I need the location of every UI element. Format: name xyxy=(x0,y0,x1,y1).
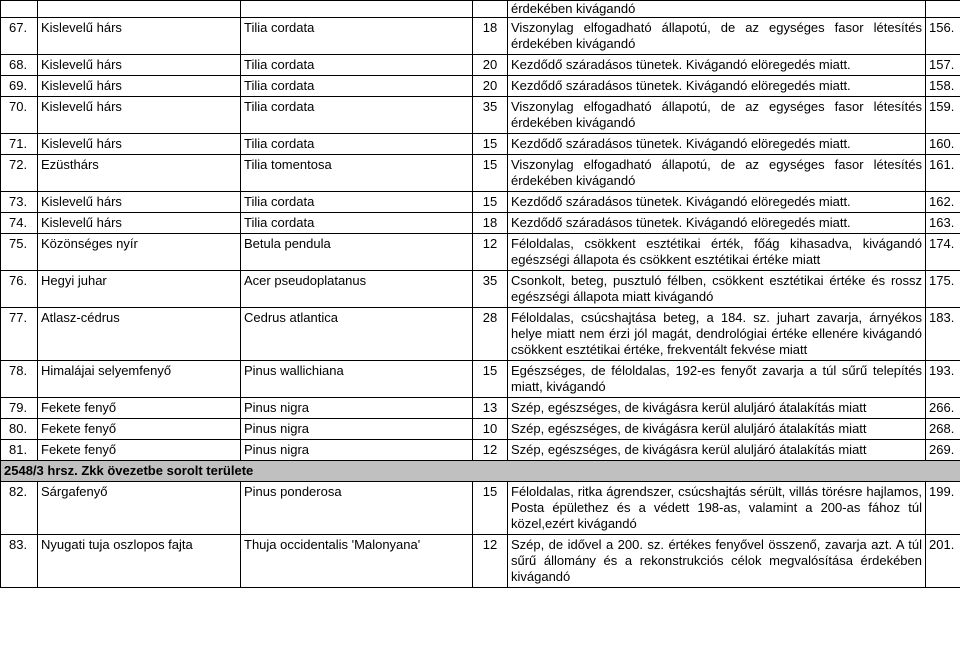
row-number: 68. xyxy=(1,55,38,76)
row-number: 76. xyxy=(1,271,38,308)
description-cell: Viszonylag elfogadható állapotú, de az egységes fasor létesítés érdekében kivágandó xyxy=(508,155,926,192)
section-header: 2548/3 hrsz. Zkk övezetbe sorolt területe xyxy=(1,461,960,482)
trunk-size: 18 xyxy=(473,18,508,55)
latin-name: Tilia cordata xyxy=(241,97,473,134)
latin-name: Tilia cordata xyxy=(241,76,473,97)
description-cell: Kezdődő száradásos tünetek. Kivágandó elöregedés miatt. xyxy=(508,213,926,234)
latin-name: Betula pendula xyxy=(241,234,473,271)
common-name: Kislevelű hárs xyxy=(38,192,241,213)
description-cell: Egészséges, de féloldalas, 192-es fenyőt zavarja a túl sűrű telepítés miatt, kivágandó xyxy=(508,361,926,398)
common-name: Nyugati tuja oszlopos fajta xyxy=(38,535,241,588)
description-cell: Féloldalas, csökkent esztétikai érték, főág kihasadva, kivágandó egészségi állapota és csökkent esztétikai értéke miatt xyxy=(508,234,926,271)
trunk-size: 12 xyxy=(473,440,508,461)
common-name: Hegyi juhar xyxy=(38,271,241,308)
description-cell: Szép, egészséges, de kivágásra kerül aluljáró átalakítás miatt xyxy=(508,398,926,419)
latin-name: Tilia tomentosa xyxy=(241,155,473,192)
latin-name: Tilia cordata xyxy=(241,134,473,155)
common-name: Kislevelű hárs xyxy=(38,134,241,155)
trunk-size: 13 xyxy=(473,398,508,419)
latin-name: Tilia cordata xyxy=(241,213,473,234)
latin-name: Tilia cordata xyxy=(241,192,473,213)
row-number: 67. xyxy=(1,18,38,55)
description-cell: Kezdődő száradásos tünetek. Kivágandó elöregedés miatt. xyxy=(508,76,926,97)
latin-name: Pinus nigra xyxy=(241,440,473,461)
row-number: 73. xyxy=(1,192,38,213)
table-row-fragment xyxy=(1,1,960,18)
description-cell: Szép, egészséges, de kivágásra kerül aluljáró átalakítás miatt xyxy=(508,440,926,461)
row-number: 82. xyxy=(1,482,38,535)
latin-name: Tilia cordata xyxy=(241,55,473,76)
common-name: Fekete fenyő xyxy=(38,419,241,440)
row-number: 74. xyxy=(1,213,38,234)
row-number: 72. xyxy=(1,155,38,192)
trunk-size: 18 xyxy=(473,213,508,234)
latin-name: Pinus nigra xyxy=(241,419,473,440)
description-cell: Féloldalas, ritka ágrendszer, csúcshajtás sérült, villás törésre hajlamos, Posta épülethez és a védett 198-as, valamint a 200-as fához túl közel,ezért kivágandó xyxy=(508,482,926,535)
row-number: 78. xyxy=(1,361,38,398)
description-cell: Viszonylag elfogadható állapotú, de az egységes fasor létesítés érdekében kivágandó xyxy=(508,97,926,134)
common-name: Kislevelű hárs xyxy=(38,18,241,55)
table-row xyxy=(1,361,960,398)
table-row xyxy=(1,97,960,134)
trunk-size: 15 xyxy=(473,155,508,192)
common-name: Fekete fenyő xyxy=(38,440,241,461)
reference-number: 156. xyxy=(926,18,960,55)
reference-number: 266. xyxy=(926,398,960,419)
table-row xyxy=(1,440,960,461)
table-row xyxy=(1,271,960,308)
row-number: 79. xyxy=(1,398,38,419)
latin-name: Pinus nigra xyxy=(241,398,473,419)
trunk-size: 12 xyxy=(473,234,508,271)
description-cell: Kezdődő száradásos tünetek. Kivágandó elöregedés miatt. xyxy=(508,55,926,76)
reference-number: 199. xyxy=(926,482,960,535)
row-number: 69. xyxy=(1,76,38,97)
latin-name: Acer pseudoplatanus xyxy=(241,271,473,308)
reference-number: 161. xyxy=(926,155,960,192)
table-row xyxy=(1,55,960,76)
latin-name: Pinus wallichiana xyxy=(241,361,473,398)
reference-number: 175. xyxy=(926,271,960,308)
table-row xyxy=(1,134,960,155)
section-header-row xyxy=(1,461,960,482)
table-row xyxy=(1,18,960,55)
trunk-size: 15 xyxy=(473,361,508,398)
description-cell: Kezdődő száradásos tünetek. Kivágandó elöregedés miatt. xyxy=(508,134,926,155)
table-row xyxy=(1,192,960,213)
reference-number: 201. xyxy=(926,535,960,588)
trunk-size: 35 xyxy=(473,97,508,134)
reference-number: 268. xyxy=(926,419,960,440)
trunk-size: 15 xyxy=(473,192,508,213)
reference-number: 162. xyxy=(926,192,960,213)
table-row xyxy=(1,76,960,97)
trunk-size: 12 xyxy=(473,535,508,588)
description-cell: Szép, egészséges, de kivágásra kerül aluljáró átalakítás miatt xyxy=(508,419,926,440)
trunk-size: 10 xyxy=(473,419,508,440)
row-number: 83. xyxy=(1,535,38,588)
common-name: Közönséges nyír xyxy=(38,234,241,271)
reference-number: 160. xyxy=(926,134,960,155)
trunk-size: 15 xyxy=(473,134,508,155)
common-name: Kislevelű hárs xyxy=(38,76,241,97)
table-row xyxy=(1,482,960,535)
row-number: 70. xyxy=(1,97,38,134)
common-name: Kislevelű hárs xyxy=(38,213,241,234)
trunk-size: 20 xyxy=(473,55,508,76)
trunk-size: 15 xyxy=(473,482,508,535)
row-number: 80. xyxy=(1,419,38,440)
description-cell: Kezdődő száradásos tünetek. Kivágandó elöregedés miatt. xyxy=(508,192,926,213)
table-row xyxy=(1,308,960,361)
table-row xyxy=(1,155,960,192)
trunk-size: 35 xyxy=(473,271,508,308)
row-number: 71. xyxy=(1,134,38,155)
reference-number: 193. xyxy=(926,361,960,398)
reference-number: 183. xyxy=(926,308,960,361)
trunk-size: 28 xyxy=(473,308,508,361)
row-number: 77. xyxy=(1,308,38,361)
common-name: Ezüsthárs xyxy=(38,155,241,192)
common-name: Kislevelű hárs xyxy=(38,97,241,134)
latin-name: Cedrus atlantica xyxy=(241,308,473,361)
description-cell: érdekében kivágandó xyxy=(508,1,926,18)
table-row xyxy=(1,234,960,271)
latin-name: Tilia cordata xyxy=(241,18,473,55)
reference-number: 163. xyxy=(926,213,960,234)
trunk-size: 20 xyxy=(473,76,508,97)
reference-number: 159. xyxy=(926,97,960,134)
reference-number: 174. xyxy=(926,234,960,271)
common-name: Sárgafenyő xyxy=(38,482,241,535)
common-name: Atlasz-cédrus xyxy=(38,308,241,361)
reference-number: 158. xyxy=(926,76,960,97)
table-row xyxy=(1,398,960,419)
description-cell: Viszonylag elfogadható állapotú, de az egységes fasor létesítés érdekében kivágandó xyxy=(508,18,926,55)
common-name: Kislevelű hárs xyxy=(38,55,241,76)
reference-number: 269. xyxy=(926,440,960,461)
description-cell: Csonkolt, beteg, pusztuló félben, csökkent esztétikai értéke és rossz egészségi állapota miatt kivágandó xyxy=(508,271,926,308)
table-row xyxy=(1,213,960,234)
description-cell: Szép, de idővel a 200. sz. értékes fenyővel összenő, zavarja azt. A túl sűrű állomány és a rekonstrukciós célok megvalósítása érdekében kivágandó xyxy=(508,535,926,588)
row-number: 81. xyxy=(1,440,38,461)
latin-name: Pinus ponderosa xyxy=(241,482,473,535)
reference-number: 157. xyxy=(926,55,960,76)
common-name: Fekete fenyő xyxy=(38,398,241,419)
latin-name: Thuja occidentalis 'Malonyana' xyxy=(241,535,473,588)
description-cell: Féloldalas, csúcshajtása beteg, a 184. sz. juhart zavarja, árnyékos helye miatt nem érzi jól magát, dendrológiai értéke ellenére kivágandó csökkent esztétikai értéke, frekventált fekvése miatt xyxy=(508,308,926,361)
common-name: Himalájai selyemfenyő xyxy=(38,361,241,398)
table-row xyxy=(1,535,960,588)
table-row xyxy=(1,419,960,440)
row-number: 75. xyxy=(1,234,38,271)
